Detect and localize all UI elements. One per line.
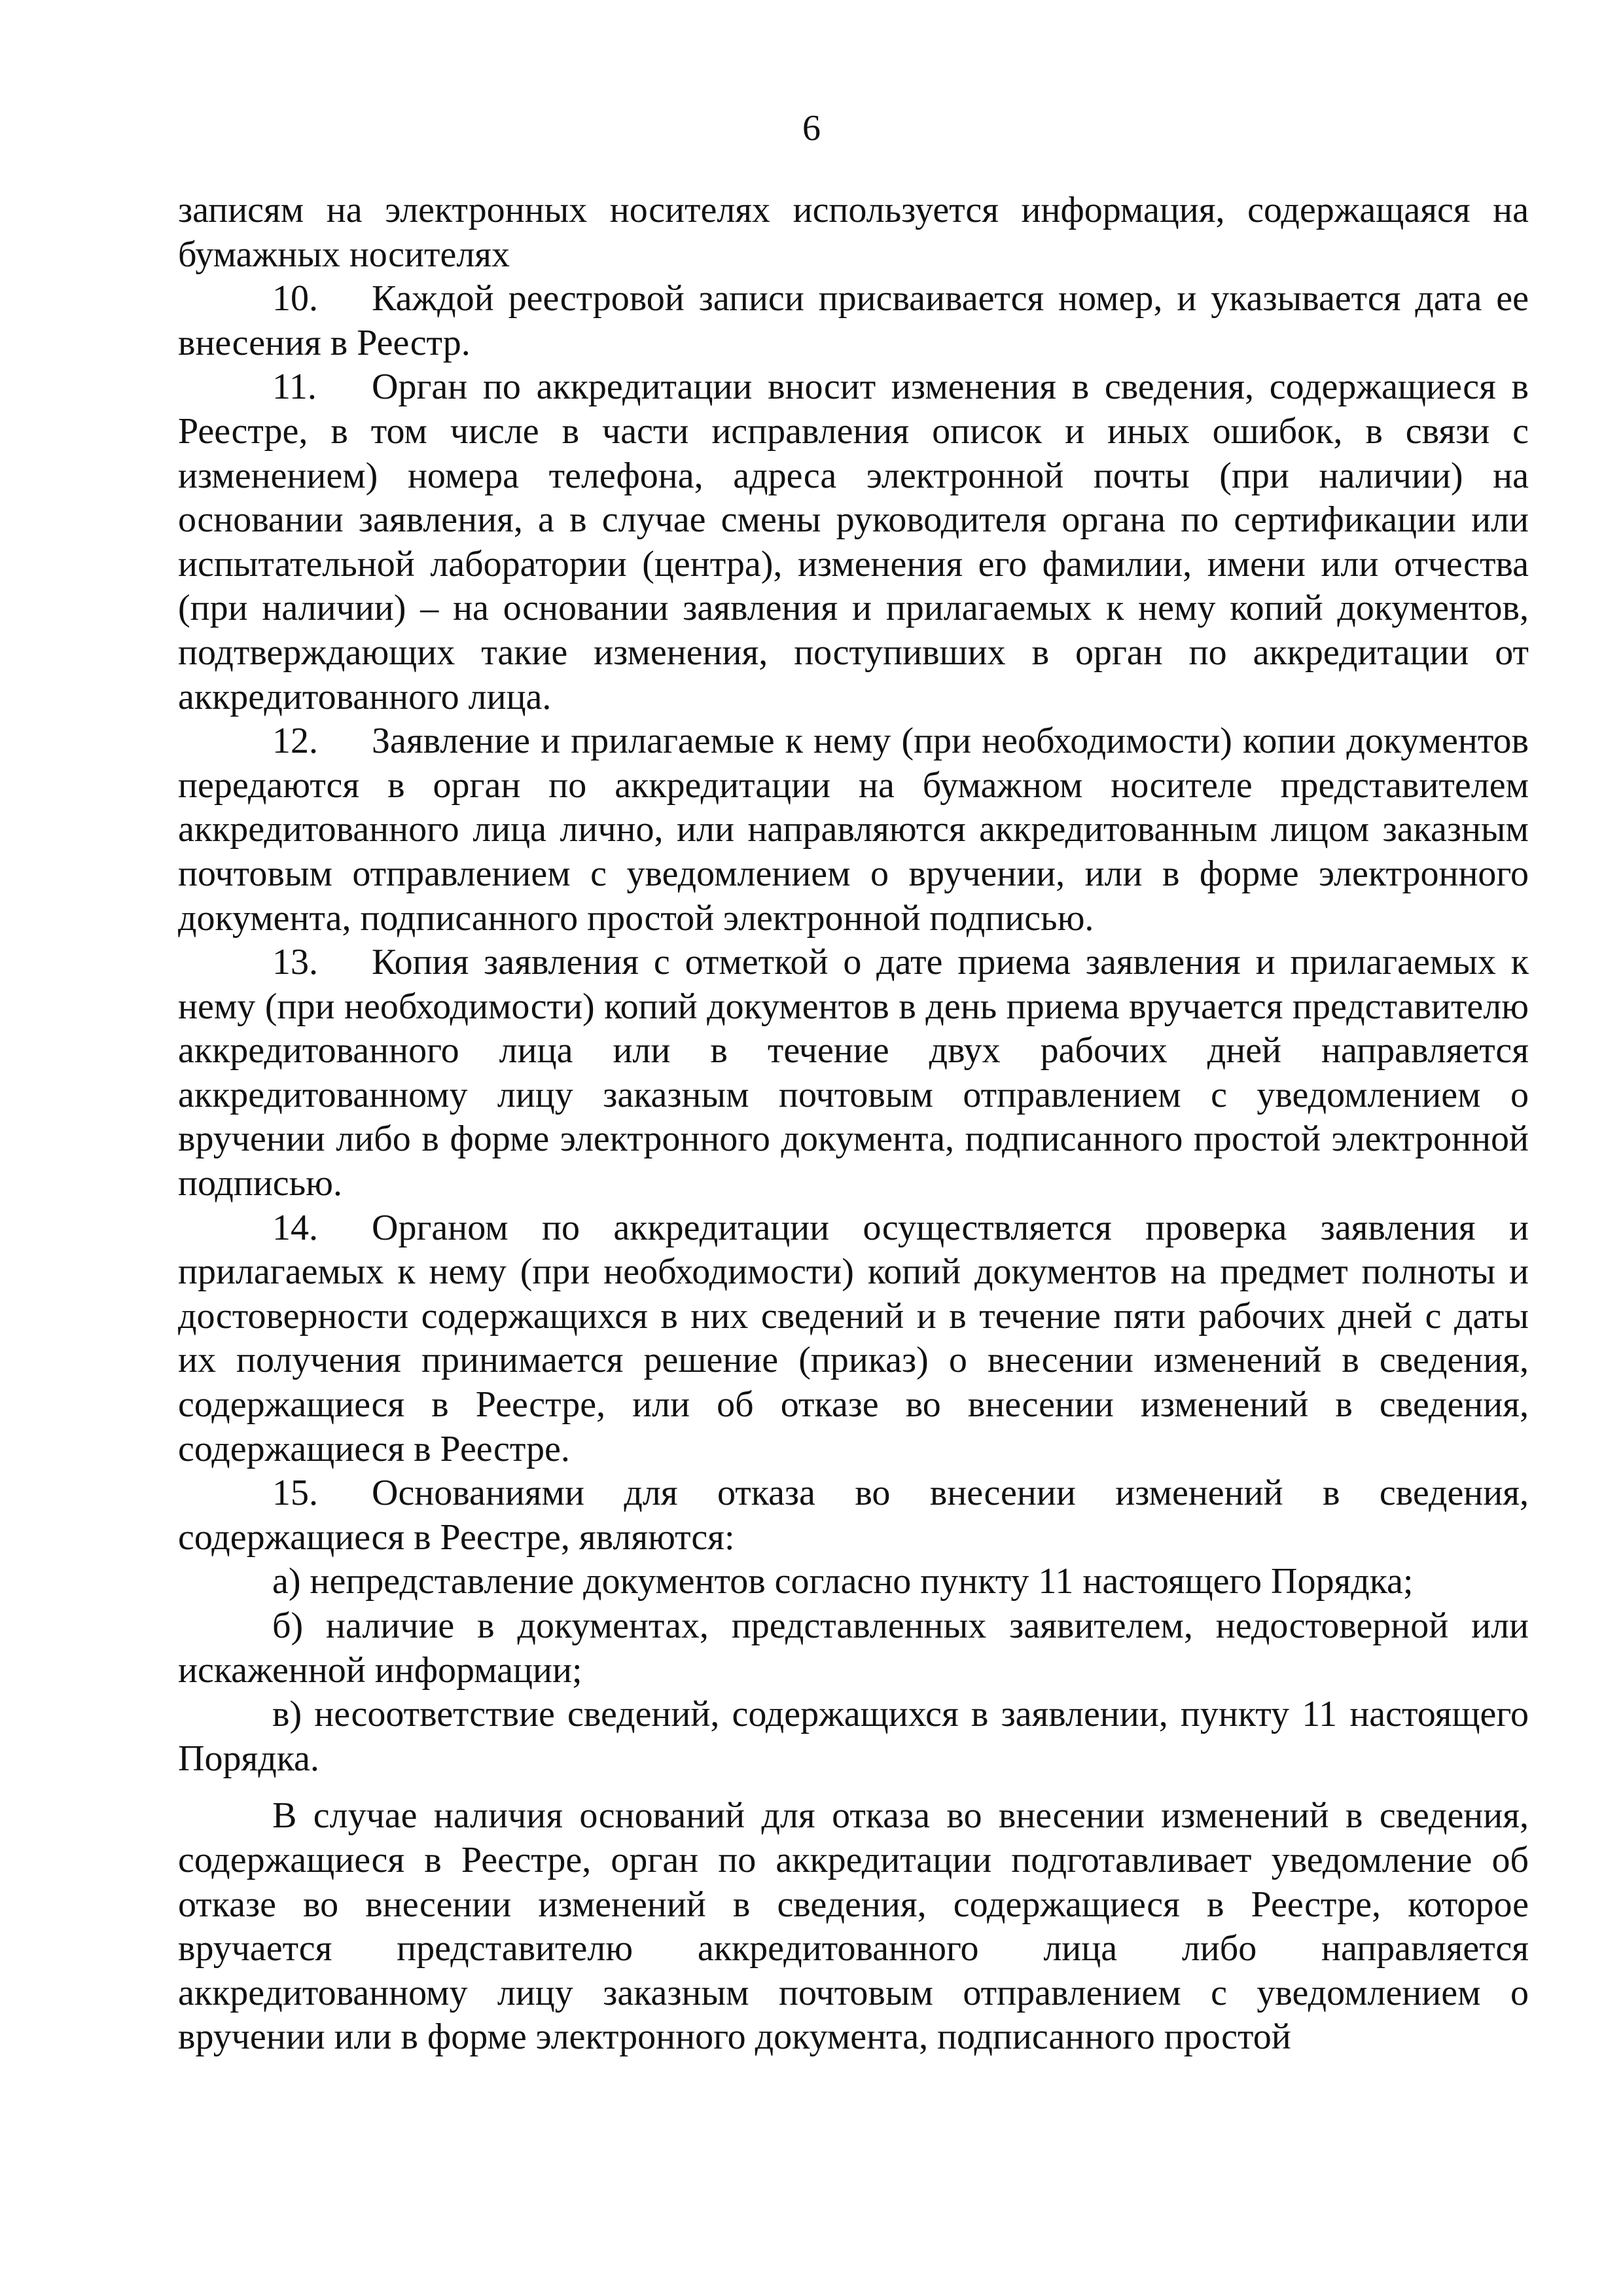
paragraph-text: Заявление и прилагаемые к нему (при необходимости) копии документов передаются в орган по аккредитации на бумажном носителе представителем аккредитованного лица лично, или направляются аккредитованным лицом заказным почтовым отправлением с уведомлением о вручении, или в форме электронного документа, подписанного простой электронной подписью. [178,721,1529,939]
paragraph-11 [178,365,1529,719]
paragraph-14 [178,1206,1529,1472]
paragraph-10 [178,277,1529,365]
list-item-v [178,1693,1529,1781]
paragraph-text: б) наличие в документах, представленных заявителем, недостоверной или искаженной информации; [178,1605,1529,1691]
paragraph-text: Органом по аккредитации осуществляется проверка заявления и прилагаемых к нему (при необходимости) копий документов на предмет полноты и достоверности содержащихся в них сведений и в течение пяти рабочих дней с даты их получения принимается решение (приказ) о внесении изменений в сведения, содержащиеся в Реестре, или об отказе во внесении изменений в сведения, содержащиеся в Реестре. [178,1207,1529,1469]
paragraph-text: Орган по аккредитации вносит изменения в сведения, содержащиеся в Реестре, в том числе в части исправления описок и иных ошибок, в связи с изменением) номера телефона, адреса электронной почты (при наличии) на основании заявления, а в случае смены руководителя органа по сертификации или испытательной лаборатории (центра), изменения его фамилии, имени или отчества (при наличии) – на основании заявления и прилагаемых к нему копий документов, подтверждающих такие изменения, поступивших в орган по аккредитации от аккредитованного лица. [178,367,1529,717]
paragraph-number: 12. [272,721,318,762]
paragraph-number: 10. [272,278,318,319]
paragraph-text: Копия заявления с отметкой о дате приема заявления и прилагаемых к нему (при необходимости) копий документов в день приема вручается представителю аккредитованного лица или в течение двух рабочих дней направляется аккредитованному лицу заказным почтовым отправлением с уведомлением о вручении либо в форме электронного документа, подписанного простой электронной подписью. [178,942,1529,1204]
paragraph-text: а) непредставление документов согласно пункту 11 настоящего Порядка; [272,1561,1414,1602]
list-item-b [178,1604,1529,1693]
paragraph-number: 13. [272,942,318,983]
paragraph-continuation [178,188,1529,277]
paragraph-number: 15. [272,1473,318,1514]
paragraph-13 [178,941,1529,1206]
paragraph-text: записям на электронных носителях используется информация, содержащаяся на бумажных носителях [178,190,1529,275]
paragraph-refusal-notice [178,1794,1529,2060]
paragraph-number: 11. [272,367,317,408]
paragraph-text: Каждой реестровой записи присваивается номер, и указывается дата ее внесения в Реестр. [178,278,1529,363]
paragraph-text: В случае наличия оснований для отказа во внесении изменений в сведения, содержащиеся в Реестре, орган по аккредитации подготавливает уведомление об отказе во внесении изменений в сведения, содержащиеся в Реестре, которое вручается представителю аккредитованного лица либо направляется аккредитованному лицу заказным почтовым отправлением с уведомлением о вручении или в форме электронного документа, подписанного простой [178,1795,1529,2058]
paragraph-15 [178,1471,1529,1560]
paragraph-number: 14. [272,1207,318,1248]
paragraph-text: Основаниями для отказа во внесении изменений в сведения, содержащиеся в Реестре, являются: [178,1473,1529,1558]
page-number: 6 [802,108,821,149]
paragraph-text: в) несоответствие сведений, содержащихся в заявлении, пункту 11 настоящего Порядка. [178,1694,1529,1779]
paragraph-12 [178,719,1529,941]
list-item-a [178,1560,1529,1604]
document-body [178,188,1529,2060]
